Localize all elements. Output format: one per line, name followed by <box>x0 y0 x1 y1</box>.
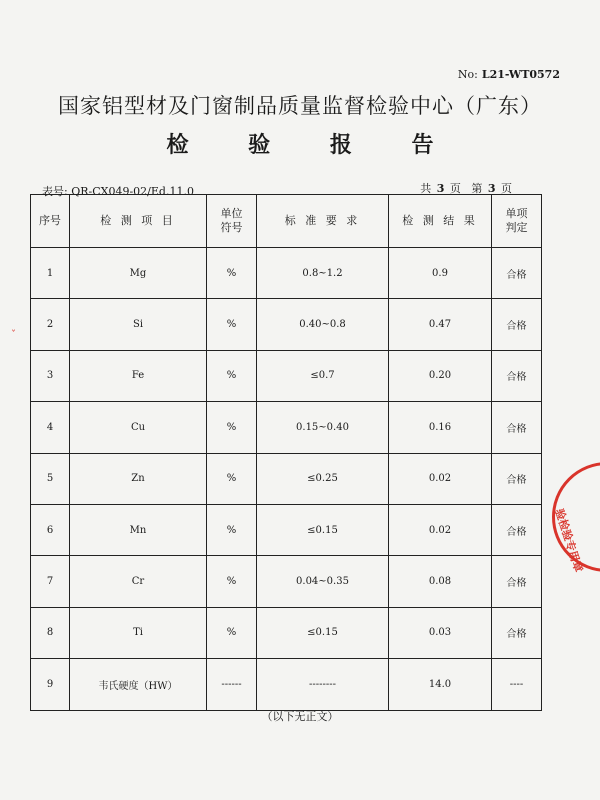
cell-result: 0.20 <box>389 350 492 401</box>
report-number <box>458 68 560 81</box>
cell-item: Mg <box>70 248 207 299</box>
cell-standard: 0.15~0.40 <box>257 402 389 453</box>
cell-result: 0.03 <box>389 607 492 658</box>
cell-result: 0.02 <box>389 453 492 504</box>
cell-item: Fe <box>70 350 207 401</box>
cell-standard: -------- <box>257 659 389 710</box>
cell-unit: % <box>207 248 257 299</box>
table-row <box>31 659 542 710</box>
column-header-judgement: 单项 判定 <box>492 195 542 248</box>
cell-result: 0.08 <box>389 556 492 607</box>
cell-index: 4 <box>31 402 70 453</box>
table-row <box>31 556 542 607</box>
cell-result: 0.9 <box>389 248 492 299</box>
cell-index: 5 <box>31 453 70 504</box>
page-total: 3 <box>436 182 445 195</box>
cell-judgement: 合格 <box>492 607 542 658</box>
cell-judgement: 合格 <box>492 248 542 299</box>
page-total-suffix: 页 <box>449 182 461 195</box>
organization-name: 国家铝型材及门窗制品质量监督检验中心（广东） <box>58 94 542 118</box>
cell-judgement: 合格 <box>492 504 542 555</box>
table-row <box>31 248 542 299</box>
cell-judgement: 合格 <box>492 556 542 607</box>
cell-judgement: 合格 <box>492 402 542 453</box>
cell-index: 8 <box>31 607 70 658</box>
column-header-standard: 标 准 要 求 <box>257 195 389 248</box>
cell-index: 3 <box>31 350 70 401</box>
cell-standard: 0.04~0.35 <box>257 556 389 607</box>
margin-mark: ˇ <box>11 330 16 341</box>
report-number-label: No: <box>457 68 478 81</box>
cell-unit: % <box>207 402 257 453</box>
cell-judgement: 合格 <box>492 299 542 350</box>
table-header-row <box>31 195 542 248</box>
seal-text: 验检验专用章 <box>552 507 586 574</box>
cell-unit: % <box>207 350 257 401</box>
cell-standard: ≤0.15 <box>257 607 389 658</box>
cell-index: 2 <box>31 299 70 350</box>
cell-unit: % <box>207 556 257 607</box>
official-seal <box>552 462 600 572</box>
cell-standard: ≤0.25 <box>257 453 389 504</box>
report-number-value: L21-WT0572 <box>481 68 560 81</box>
cell-result: 0.02 <box>389 504 492 555</box>
cell-unit: % <box>207 299 257 350</box>
cell-unit: % <box>207 607 257 658</box>
table-row <box>31 607 542 658</box>
table-row <box>31 299 542 350</box>
column-header-result: 检 测 结 果 <box>389 195 492 248</box>
column-header-unit: 单位 符号 <box>207 195 257 248</box>
cell-unit: ------ <box>207 659 257 710</box>
cell-index: 9 <box>31 659 70 710</box>
cell-result: 0.16 <box>389 402 492 453</box>
cell-unit: % <box>207 453 257 504</box>
cell-standard: ≤0.15 <box>257 504 389 555</box>
cell-result: 14.0 <box>389 659 492 710</box>
inspection-table <box>30 194 542 711</box>
cell-item: 韦氏硬度（HW） <box>70 659 207 710</box>
cell-result: 0.47 <box>389 299 492 350</box>
cell-judgement: 合格 <box>492 453 542 504</box>
page-current-prefix: 第 <box>471 182 483 195</box>
cell-judgement: 合格 <box>492 350 542 401</box>
cell-standard: 0.8~1.2 <box>257 248 389 299</box>
cell-index: 7 <box>31 556 70 607</box>
cell-judgement: ---- <box>492 659 542 710</box>
table-row <box>31 453 542 504</box>
cell-item: Si <box>70 299 207 350</box>
form-number: 表号: QR-CX049-02/Ed.11.0 <box>42 185 194 198</box>
page-current-suffix: 页 <box>501 182 512 195</box>
end-of-text-note: （以下无正文） <box>261 710 339 723</box>
cell-standard: ≤0.7 <box>257 350 389 401</box>
cell-standard: 0.40~0.8 <box>257 299 389 350</box>
column-header-item: 检 测 项 目 <box>70 195 207 248</box>
cell-item: Mn <box>70 504 207 555</box>
column-header-index: 序号 <box>31 195 70 248</box>
cell-item: Cu <box>70 402 207 453</box>
report-title: 检 验 报 告 <box>166 132 460 158</box>
cell-item: Cr <box>70 556 207 607</box>
table-row <box>31 402 542 453</box>
cell-item: Zn <box>70 453 207 504</box>
cell-unit: % <box>207 504 257 555</box>
cell-item: Ti <box>70 607 207 658</box>
page-current: 3 <box>487 182 496 195</box>
page-total-prefix: 共 <box>420 182 432 195</box>
table-row <box>31 350 542 401</box>
table-row <box>31 504 542 555</box>
cell-index: 6 <box>31 504 70 555</box>
cell-index: 1 <box>31 248 70 299</box>
